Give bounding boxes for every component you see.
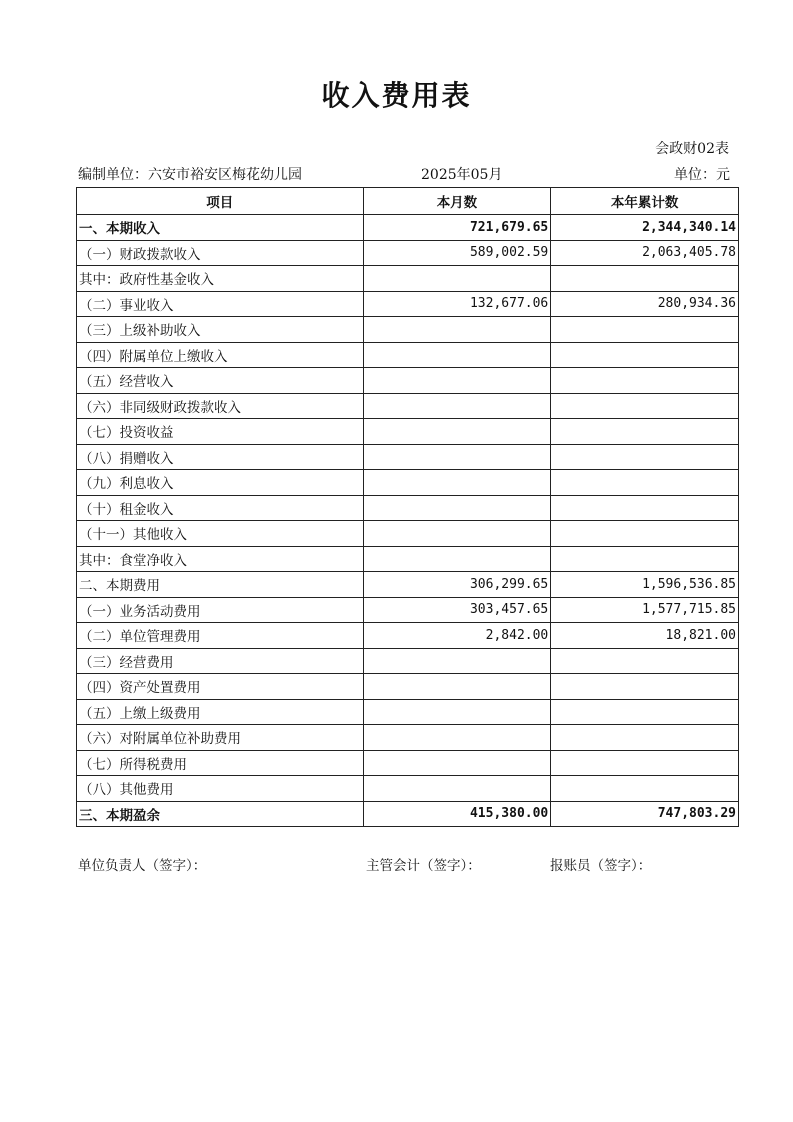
currency-unit: 单位：元: [674, 167, 730, 183]
year-to-date-value: [551, 699, 739, 725]
table-row: [77, 444, 739, 470]
year-to-date-value: [551, 674, 739, 700]
table-row: [77, 725, 739, 751]
current-month-value: [363, 368, 551, 394]
table-row: [77, 495, 739, 521]
page-title: 收入费用表: [321, 79, 472, 112]
table-row: [77, 240, 739, 266]
year-to-date-value: [551, 750, 739, 776]
year-to-date-value: [551, 725, 739, 751]
row-label: （四）资产处置费用: [77, 674, 364, 700]
row-label: （十一）其他收入: [77, 521, 364, 547]
year-to-date-value: [551, 546, 739, 572]
table-row: [77, 317, 739, 343]
current-month-value: 721,679.65: [363, 215, 551, 241]
year-to-date-value: 1,577,715.85: [551, 597, 739, 623]
income-expense-table: [76, 187, 739, 827]
year-to-date-value: 280,934.36: [551, 291, 739, 317]
row-label: （七）投资收益: [77, 419, 364, 445]
table-header-row: [77, 188, 739, 215]
row-label: （十）租金收入: [77, 495, 364, 521]
table-row: [77, 266, 739, 292]
year-to-date-value: [551, 776, 739, 802]
row-label: （六）非同级财政拨款收入: [77, 393, 364, 419]
year-to-date-value: 18,821.00: [551, 623, 739, 649]
year-to-date-value: [551, 648, 739, 674]
year-to-date-value: 1,596,536.85: [551, 572, 739, 598]
table-row: [77, 597, 739, 623]
year-to-date-value: [551, 342, 739, 368]
row-label: （八）其他费用: [77, 776, 364, 802]
year-to-date-value: [551, 521, 739, 547]
preparer-signature: 报账员（签字）：: [550, 858, 652, 874]
table-row: [77, 648, 739, 674]
unit-name: 编制单位：六安市裕安区梅花幼儿园: [78, 167, 302, 183]
current-month-value: [363, 699, 551, 725]
current-month-value: [363, 648, 551, 674]
form-code: 会政财02表: [655, 141, 729, 157]
header-year-to-date: 本年累计数: [551, 188, 739, 215]
report-meta: [78, 164, 730, 184]
table-row: [77, 521, 739, 547]
row-label: （一）业务活动费用: [77, 597, 364, 623]
header-current-month: 本月数: [363, 188, 551, 215]
row-label: （三）经营费用: [77, 648, 364, 674]
unit-head-signature: 单位负责人（签字）：: [78, 858, 207, 874]
year-to-date-value: [551, 419, 739, 445]
year-to-date-value: 747,803.29: [551, 801, 739, 827]
row-label: 二、本期费用: [77, 572, 364, 598]
current-month-value: [363, 419, 551, 445]
table-row: [77, 368, 739, 394]
current-month-value: [363, 674, 551, 700]
current-month-value: 415,380.00: [363, 801, 551, 827]
year-to-date-value: [551, 368, 739, 394]
current-month-value: 2,842.00: [363, 623, 551, 649]
year-to-date-value: [551, 317, 739, 343]
report-period: 2025年05月: [421, 167, 503, 183]
current-month-value: 303,457.65: [363, 597, 551, 623]
row-label: （八）捐赠收入: [77, 444, 364, 470]
row-label: （九）利息收入: [77, 470, 364, 496]
table-row: [77, 776, 739, 802]
row-label: （一）财政拨款收入: [77, 240, 364, 266]
current-month-value: [363, 470, 551, 496]
chief-accountant-signature: 主管会计（签字）：: [366, 858, 481, 874]
year-to-date-value: [551, 266, 739, 292]
row-label: （五）经营收入: [77, 368, 364, 394]
table-row: [77, 623, 739, 649]
table-row: [77, 801, 739, 827]
current-month-value: [363, 521, 551, 547]
year-to-date-value: [551, 444, 739, 470]
header-item: 项目: [77, 188, 364, 215]
year-to-date-value: [551, 393, 739, 419]
year-to-date-value: 2,063,405.78: [551, 240, 739, 266]
row-label: （三）上级补助收入: [77, 317, 364, 343]
current-month-value: [363, 393, 551, 419]
table-row: [77, 674, 739, 700]
table-row: [77, 342, 739, 368]
table-row: [77, 419, 739, 445]
row-label: 一、本期收入: [77, 215, 364, 241]
row-label: （四）附属单位上缴收入: [77, 342, 364, 368]
current-month-value: 589,002.59: [363, 240, 551, 266]
current-month-value: [363, 342, 551, 368]
row-label: 三、本期盈余: [77, 801, 364, 827]
table-row: [77, 291, 739, 317]
table-row: [77, 215, 739, 241]
year-to-date-value: 2,344,340.14: [551, 215, 739, 241]
row-label: （七）所得税费用: [77, 750, 364, 776]
row-label: （五）上缴上级费用: [77, 699, 364, 725]
table-row: [77, 470, 739, 496]
current-month-value: [363, 266, 551, 292]
current-month-value: [363, 317, 551, 343]
current-month-value: [363, 495, 551, 521]
table-row: [77, 572, 739, 598]
current-month-value: [363, 776, 551, 802]
row-label: 其中：食堂净收入: [77, 546, 364, 572]
row-label: （二）单位管理费用: [77, 623, 364, 649]
current-month-value: [363, 444, 551, 470]
year-to-date-value: [551, 495, 739, 521]
current-month-value: 132,677.06: [363, 291, 551, 317]
table-row: [77, 393, 739, 419]
current-month-value: [363, 725, 551, 751]
current-month-value: [363, 546, 551, 572]
table-row: [77, 546, 739, 572]
row-label: 其中：政府性基金收入: [77, 266, 364, 292]
table-row: [77, 699, 739, 725]
row-label: （二）事业收入: [77, 291, 364, 317]
year-to-date-value: [551, 470, 739, 496]
table-row: [77, 750, 739, 776]
current-month-value: [363, 750, 551, 776]
current-month-value: 306,299.65: [363, 572, 551, 598]
row-label: （六）对附属单位补助费用: [77, 725, 364, 751]
